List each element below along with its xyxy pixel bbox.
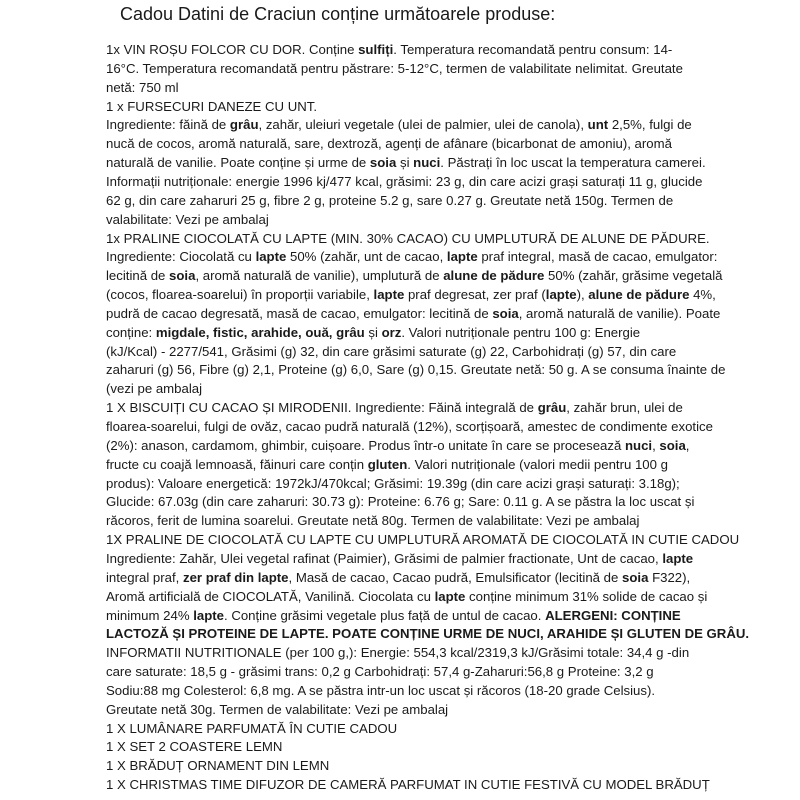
text-segment: valabilitate: Vezi pe ambalaj bbox=[106, 211, 269, 227]
text-line bbox=[106, 513, 639, 529]
text-line bbox=[106, 702, 448, 718]
bold-text: LACTOZĂ ȘI PROTEINE DE LAPTE. POATE CONȚINE URME DE NUCI, ARAHIDE ȘI GLUTEN DE GRÂU. bbox=[106, 626, 750, 642]
text-segment: Ingrediente: Ciocolată cu bbox=[106, 249, 256, 265]
bold-text: zer praf din lapte bbox=[182, 569, 289, 585]
text-line bbox=[106, 306, 720, 322]
bold-text: soia bbox=[369, 155, 397, 171]
text-line bbox=[106, 193, 673, 209]
text-segment: conține: bbox=[106, 324, 156, 340]
text-line bbox=[106, 494, 694, 510]
text-segment: care saturate: 18,5 g - grăsimi trans: 0,2 g Carbohidrați: 57,4 g-Zaharuri:56,8 g Proteine: 3,2 g bbox=[106, 664, 654, 680]
text-segment: , zahăr brun, ulei de bbox=[566, 400, 683, 416]
text-segment: Ingrediente: făină de bbox=[106, 117, 230, 133]
text-line bbox=[106, 457, 668, 473]
text-segment: (cocos, floarea-soarelui) în proporții variabile, bbox=[106, 287, 374, 303]
text-line bbox=[106, 589, 707, 605]
text-segment: 1 X SET 2 COASTERE LEMN bbox=[106, 739, 283, 755]
text-line bbox=[106, 136, 672, 152]
text-segment: răcoros, ferit de lumina soarelui. Greutate netă 80g. Termen de valabilitate: Vezi pe ambalaj bbox=[106, 513, 640, 529]
text-line bbox=[106, 155, 706, 171]
bold-text: orz bbox=[381, 324, 402, 340]
text-segment: (vezi pe ambalaj bbox=[106, 381, 203, 397]
text-line bbox=[106, 551, 693, 567]
text-line bbox=[106, 117, 692, 133]
text-line bbox=[106, 721, 397, 737]
text-segment: 1x VIN ROȘU FOLCOR CU DOR. Conține bbox=[106, 42, 359, 57]
text-segment: . Temperatura recomandată pentru consum: 14- bbox=[393, 42, 673, 57]
bold-text: unt bbox=[587, 117, 609, 133]
bold-text: alune de pădure bbox=[588, 287, 690, 303]
text-line bbox=[106, 61, 683, 77]
text-segment: integral praf, bbox=[106, 569, 183, 585]
text-segment: INFORMATII NUTRITIONALE (per 100 g,): Energie: 554,3 kcal/2319,3 kJ/Grăsimi totale: 34,4 g -din bbox=[106, 645, 690, 661]
text-line bbox=[106, 645, 689, 661]
text-line bbox=[106, 664, 654, 680]
text-line bbox=[106, 739, 282, 755]
text-line bbox=[106, 400, 683, 416]
text-segment: Ingrediente: Zahăr, Ulei vegetal rafinat (Paimier), Grăsimi de palmier fractionate, Unt de cacao, bbox=[106, 550, 663, 566]
text-segment: și bbox=[364, 324, 382, 340]
bold-text: lapte bbox=[373, 287, 405, 303]
text-segment: ), bbox=[576, 287, 589, 303]
text-line bbox=[106, 231, 710, 247]
bold-text: alune de pădure bbox=[443, 268, 545, 284]
text-segment: , zahăr, uleiuri vegetale (ulei de palmier, ulei de canola), bbox=[258, 117, 588, 133]
text-segment: 1x PRALINE CIOCOLATĂ CU LAPTE (MIN. 30% CACAO) CU UMPLUTURĂ DE ALUNE DE PĂDURE. bbox=[106, 230, 710, 246]
bold-text: soia bbox=[492, 305, 519, 321]
text-line bbox=[106, 212, 269, 228]
text-line bbox=[106, 608, 681, 624]
text-segment: Glucide: 67.03g (din care zaharuri: 30.73 g): Proteine: 6.76 g; Sare: 0.11 g. A se păstra la loc uscat și bbox=[106, 494, 695, 510]
bold-text: nuci bbox=[624, 437, 653, 453]
document-title: Cadou Datini de Craciun conține următoarele produse: bbox=[120, 4, 556, 24]
text-segment: 1 X CHRISTMAS TIME DIFUZOR DE CAMERĂ PARFUMAT IN CUTIE FESTIVĂ CU MODEL BRĂDUȚ bbox=[106, 777, 710, 793]
text-line bbox=[106, 42, 672, 58]
text-segment: produs): Valoare energetică: 1972kJ/470kcal; Grăsimi: 19.39g (din care acizi grași saturați: 3.18g); bbox=[106, 475, 680, 491]
bold-text: ALERGENI: CONȚINE bbox=[545, 607, 681, 623]
bold-text: sulfiți bbox=[358, 42, 394, 57]
text-segment: lecitină de bbox=[106, 268, 170, 284]
bold-text: gluten bbox=[367, 456, 408, 472]
text-segment: 1 X LUMÂNARE PARFUMATĂ ÎN CUTIE CADOU bbox=[106, 720, 398, 736]
text-segment: Aromă artificială de CIOCOLATĂ, Vanilină. Ciocolata cu bbox=[106, 588, 435, 604]
text-segment: nucă de cocos, aromă naturală, sare, dextroză, agenți de afânare (bicarbonat de amoniu), aromă bbox=[106, 136, 672, 152]
text-segment: praf integral, masă de cacao, emulgator: bbox=[477, 249, 718, 265]
text-segment: netă: 750 ml bbox=[106, 79, 179, 95]
bold-text: soia bbox=[622, 569, 649, 585]
text-segment: 1X PRALINE DE CIOCOLATĂ CU LAPTE CU UMPLUTURĂ AROMATĂ DE CIOCOLATĂ IN CUTIE CADOU bbox=[106, 532, 740, 548]
text-line bbox=[106, 268, 723, 284]
text-line bbox=[106, 570, 690, 586]
text-line bbox=[106, 626, 749, 642]
text-segment: Greutate netă 30g. Termen de valabilitate: Vezi pe ambalaj bbox=[106, 701, 449, 717]
text-segment: 4%, bbox=[689, 287, 716, 303]
text-segment: , bbox=[652, 437, 660, 453]
text-segment: 1 X BRĂDUȚ ORNAMENT DIN LEMN bbox=[106, 758, 330, 774]
text-segment: . Valori nutriționale (valori medii pentru 100 g bbox=[407, 456, 668, 472]
text-segment: 2,5%, fulgi de bbox=[608, 117, 692, 133]
text-segment: , bbox=[685, 437, 690, 453]
bold-text: grâu bbox=[229, 117, 259, 133]
text-line bbox=[106, 99, 317, 115]
text-segment: 50% (zahăr, unt de cacao, bbox=[286, 249, 447, 265]
bold-text: soia bbox=[659, 437, 686, 453]
text-segment: (kJ/Kcal) - 2277/541, Grăsimi (g) 32, din care grăsimi saturate (g) 22, Carbohidrați (g) 57, din care bbox=[106, 343, 677, 359]
bold-text: lapte bbox=[545, 287, 577, 303]
text-segment: conține minimum 31% solide de cacao și bbox=[465, 588, 708, 604]
bold-text: lapte bbox=[662, 550, 694, 566]
text-line bbox=[106, 532, 739, 548]
text-line bbox=[106, 249, 717, 265]
text-segment: 1 X BISCUIȚI CU CACAO ȘI MIRODENII. Ingrediente: Făină integrală de bbox=[106, 400, 538, 416]
bold-text: soia bbox=[169, 268, 196, 284]
text-segment: zaharuri (g) 56, Fibre (g) 2,1, Proteine (g) 6,0, Sare (g) 0,15. Greutate netă: 50 g. A se consuma înainte de bbox=[106, 362, 726, 378]
text-segment: . Păstrați în loc uscat la temperatura camerei. bbox=[440, 155, 706, 171]
text-line bbox=[106, 287, 716, 303]
text-segment: Informații nutriționale: energie 1996 kj/477 kcal, grăsimi: 23 g, din care acizi grași saturați 11 g, glucide bbox=[106, 173, 703, 189]
text-segment: și bbox=[396, 155, 414, 171]
text-segment: minimum 24% bbox=[106, 607, 194, 623]
text-line bbox=[106, 174, 702, 190]
text-line bbox=[106, 362, 725, 378]
text-line bbox=[106, 683, 655, 699]
text-segment: 1 x FURSECURI DANEZE CU UNT. bbox=[106, 98, 318, 114]
text-segment: Sodiu:88 mg Colesterol: 6,8 mg. A se păstra intr-un loc uscat și răcoros (18-20 grade Celsius). bbox=[106, 682, 656, 698]
bold-text: lapte bbox=[255, 249, 287, 265]
text-segment: (2%): anason, cardamom, ghimbir, cuișoare. Produs într-o unitate în care se procesează bbox=[106, 437, 625, 453]
text-segment: naturală de vanilie. Poate conține și urme de bbox=[106, 155, 370, 171]
bold-text: migdale, fistic, arahide, ouă, grâu bbox=[155, 324, 365, 340]
text-segment: floarea-soarelui, fulgi de ovăz, cacao pudră naturală (12%), scorțișoară, amestec de condimente exotice bbox=[106, 419, 713, 434]
text-segment: fructe cu coajă lemnoasă, făinuri care conțin bbox=[106, 456, 368, 472]
text-segment: 16°C. Temperatura recomandată pentru păstrare: 5-12°C, termen de valabilitate nelimitat. Greutate bbox=[106, 60, 683, 76]
text-segment: . Valori nutriționale pentru 100 g: Energie bbox=[401, 324, 641, 340]
text-segment: pudră de cacao degresată, masă de cacao, emulgator: lecitină de bbox=[106, 305, 493, 321]
text-segment: praf degresat, zer praf ( bbox=[404, 287, 546, 303]
text-line bbox=[106, 344, 676, 360]
text-segment: 50% (zahăr, grăsime vegetală bbox=[544, 268, 723, 284]
bold-text: lapte bbox=[434, 588, 466, 604]
text-segment: F322), bbox=[648, 569, 691, 585]
text-segment: . Conține grăsimi vegetale plus față de untul de cacao. bbox=[224, 607, 546, 623]
text-line bbox=[106, 476, 680, 492]
text-line bbox=[106, 438, 689, 454]
bold-text: nuci bbox=[413, 155, 441, 171]
text-line bbox=[106, 381, 202, 397]
text-line bbox=[106, 80, 179, 96]
text-line bbox=[106, 325, 640, 341]
bold-text: lapte bbox=[446, 249, 478, 265]
text-line bbox=[106, 777, 710, 793]
text-segment: , aromă naturală de vanilie), umplutură de bbox=[195, 268, 444, 284]
text-line bbox=[106, 758, 329, 774]
bold-text: grâu bbox=[537, 400, 567, 416]
text-segment: 62 g, din care zaharuri 25 g, fibre 2 g, proteine 5.2 g, sare 0.27 g. Greutate netă 150g. Termen de bbox=[106, 192, 674, 208]
text-segment: , Masă de cacao, Cacao pudră, Emulsificator (lecitină de bbox=[288, 569, 623, 585]
text-line bbox=[106, 419, 713, 435]
bold-text: lapte bbox=[193, 607, 224, 623]
text-segment: , aromă naturală de vanilie). Poate bbox=[518, 305, 721, 321]
